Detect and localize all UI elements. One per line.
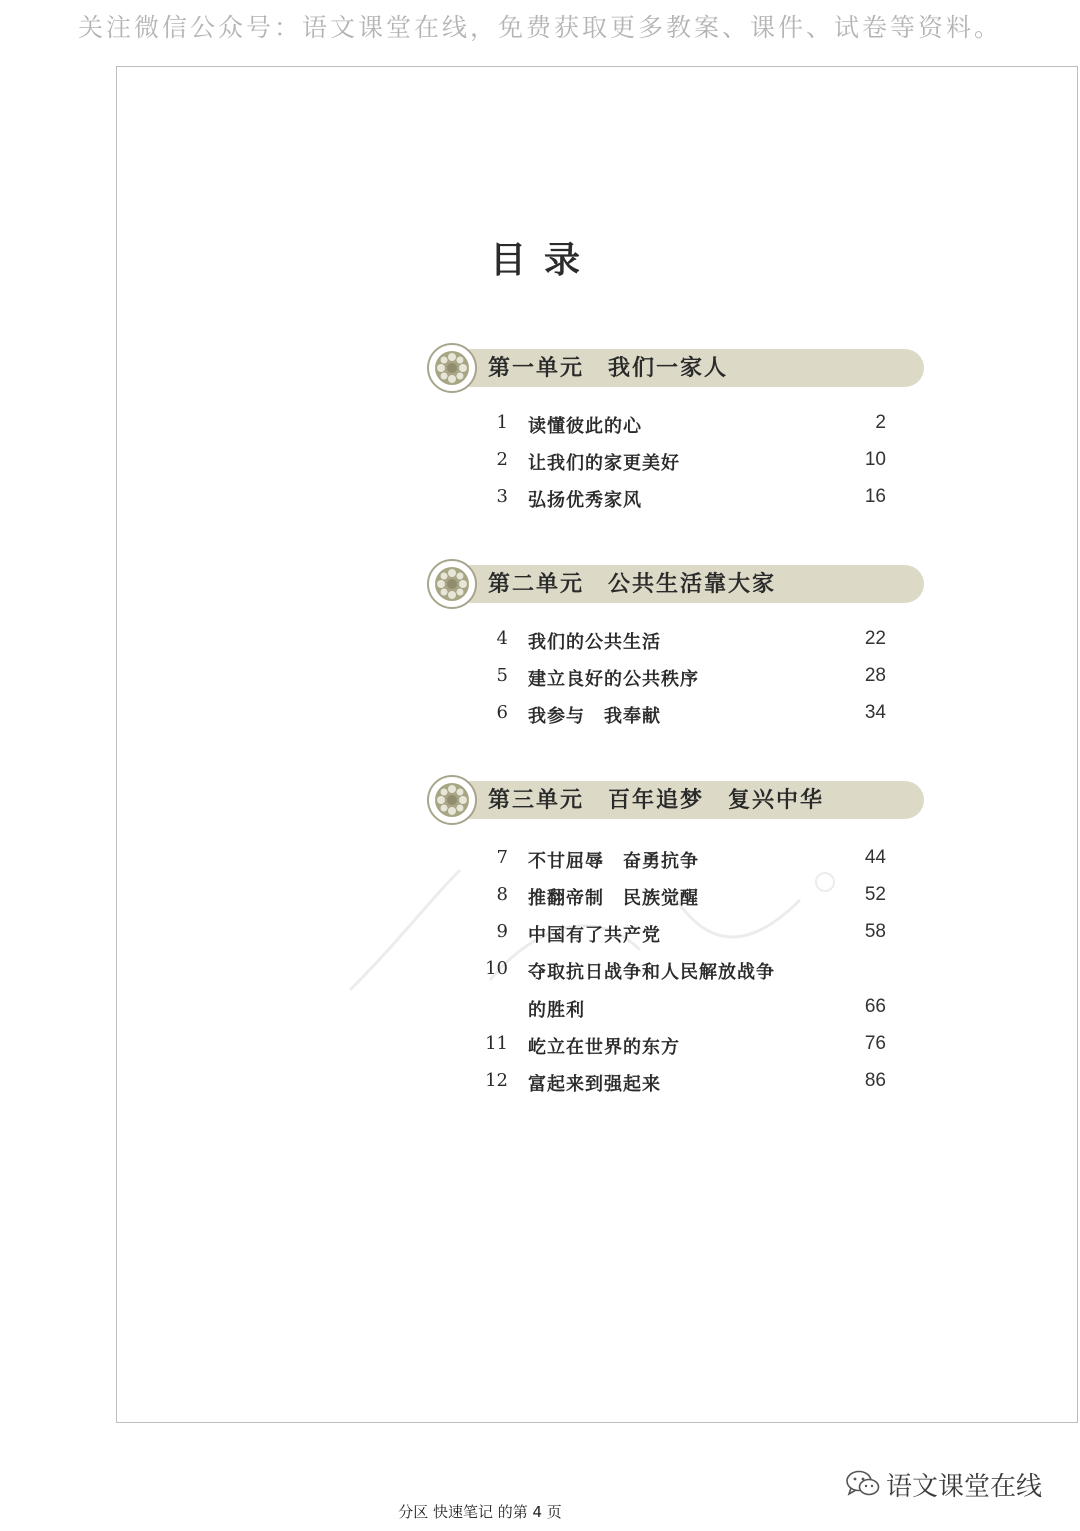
toc-entry: [480, 847, 886, 877]
toc-entry: [480, 996, 886, 1026]
wechat-icon: [846, 1470, 880, 1498]
lesson-number: 1: [496, 412, 508, 433]
page-number: 10: [864, 449, 886, 470]
lesson-title: 让我们的家更美好: [528, 453, 680, 474]
lesson-title: 夺取抗日战争和人民解放战争: [528, 962, 775, 983]
toc-entry: [480, 702, 886, 732]
toc-entry: [480, 1033, 886, 1063]
lesson-title: 的胜利: [528, 1000, 585, 1021]
lesson-title: 屹立在世界的东方: [528, 1037, 680, 1058]
toc-entry: [480, 412, 886, 442]
top-notice: 关注微信公众号：语文课堂在线，免费获取更多教案、课件、试卷等资料。: [77, 13, 1002, 42]
lesson-title: 建立良好的公共秩序: [528, 669, 699, 690]
toc-entry: [480, 1070, 886, 1100]
toc-entry: [480, 449, 886, 479]
unit-header: [424, 340, 928, 396]
toc-entry: [480, 628, 886, 658]
page-number: 58: [864, 921, 886, 942]
page-footer: 分区 快速笔记 的第 4 页: [398, 1503, 562, 1521]
unit-name: 第二单元 公共生活靠大家: [488, 571, 777, 597]
page-number: 34: [864, 702, 886, 723]
flower-badge-icon: [427, 559, 477, 609]
page-number: 76: [864, 1033, 886, 1054]
toc-title: 目录: [490, 239, 599, 281]
lesson-title: 不甘屈辱 奋勇抗争: [528, 851, 699, 872]
lesson-number: 4: [496, 628, 508, 649]
lesson-title: 弘扬优秀家风: [528, 490, 642, 511]
toc-entry: [480, 921, 886, 951]
page-number: 66: [864, 996, 886, 1017]
page-number: 52: [864, 884, 886, 905]
toc-entry: [480, 665, 886, 695]
toc-entry: [480, 884, 886, 914]
flower-badge-icon: [427, 343, 477, 393]
lesson-title: 我参与 我奉献: [528, 706, 661, 727]
page-number: 28: [864, 665, 886, 686]
lesson-title: 富起来到强起来: [528, 1074, 661, 1095]
lesson-number: 3: [496, 486, 508, 507]
lesson-title: 我们的公共生活: [528, 632, 661, 653]
unit-name: 第一单元 我们一家人: [488, 355, 729, 381]
lesson-number: 7: [496, 847, 508, 868]
lesson-title: 推翻帝制 民族觉醒: [528, 888, 699, 909]
lesson-number: 9: [496, 921, 508, 942]
lesson-number: 5: [496, 665, 508, 686]
lesson-number: 12: [485, 1070, 508, 1091]
unit-header: [424, 556, 928, 612]
unit-name: 第三单元 百年追梦 复兴中华: [488, 787, 825, 813]
lesson-title: 读懂彼此的心: [528, 416, 642, 437]
lesson-title: 中国有了共产党: [528, 925, 661, 946]
page-number: 22: [864, 628, 886, 649]
toc-entry: [480, 486, 886, 516]
lesson-number: 10: [485, 958, 508, 979]
page-number: 2: [875, 412, 886, 433]
lesson-number: 2: [496, 449, 508, 470]
lesson-number: 8: [496, 884, 508, 905]
toc-entry: [480, 958, 886, 988]
lesson-number: 6: [496, 702, 508, 723]
lesson-number: 11: [485, 1033, 508, 1054]
flower-badge-icon: [427, 775, 477, 825]
watermark-text: 语文课堂在线: [886, 1472, 1043, 1502]
page-number: 44: [864, 847, 886, 868]
page-number: 86: [864, 1070, 886, 1091]
page-number: 16: [864, 486, 886, 507]
unit-header: [424, 772, 928, 828]
